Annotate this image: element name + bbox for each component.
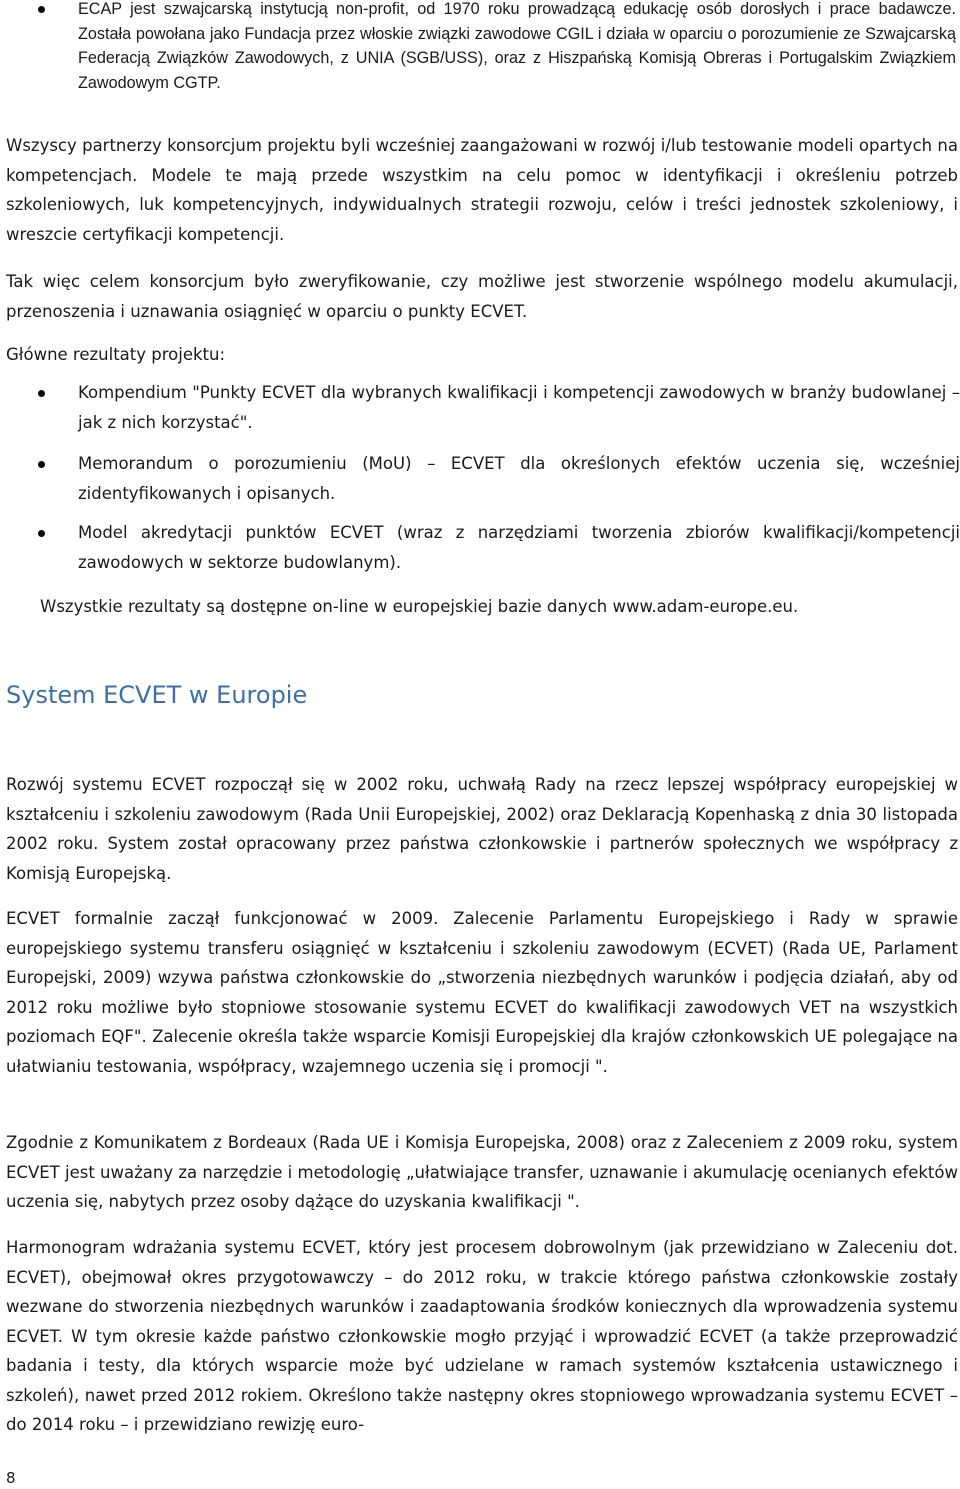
bullet-icon bbox=[38, 461, 45, 468]
results-note: Wszystkie rezultaty są dostępne on-line w europejskiej bazie danych www.adam-europe.eu. bbox=[40, 597, 799, 616]
section-heading: System ECVET w Europie bbox=[6, 681, 308, 709]
goal-paragraph: Tak więc celem konsorcjum było zweryfikowanie, czy możliwe jest stworzenie wspólnego modelu akumulacji, przenoszenia i uznawania osiągnięć w oparciu o punkty ECVET. bbox=[6, 272, 958, 321]
section-paragraph: Harmonogram wdrażania systemu ECVET, który jest procesem dobrowolnym (jak przewidziano w Zaleceniu dot. ECVET), obejmował okres przygotowawczy – do 2012 roku, w trakcie którego państwa członkowskie zostały wezwane do stworzenia niezbędnych warunków i zaadaptowania środków koniecznych dla wprowadzenia systemu ECVET. W tym okresie każde państwo członkowskie mogło przyjąć i wprowadzić ECVET (a także przeprowadzić badania i testy, dla których wsparcie może być udzielane w ramach systemów kształcenia ustawicznego i szkoleń), nawet przed 2012 rokiem. Określono także następny okres stopniowego wprowadzania systemu ECVET – do 2014 roku – i przewidziano rewizję euro- bbox=[6, 1238, 958, 1434]
result-text: Model akredytacji punktów ECVET (wraz z narzędziami tworzenia zbiorów kwalifikacji/kompetencji zawodowych w sektorze budowlanym). bbox=[78, 523, 960, 572]
intro-bullet-text: ECAP jest szwajcarską instytucją non-profit, od 1970 roku prowadzącą edukację osób dorosłych i prace badawcze. Została powołana jako Fundacja przez włoskie związki zawodowe CGIL i działa w oparciu o porozumienie ze Szwajcarską Federacją Związków Zawodowych, z UNIA (SGB/USS), oraz z Hiszpańską Komisją Obreras i Portugalskim Związkiem Zawodowym CGTP. bbox=[78, 0, 956, 92]
result-text: Kompendium "Punkty ECVET dla wybranych kwalifikacji i kompetencji zawodowych w branży budowlanej – jak z nich korzystać". bbox=[78, 383, 960, 432]
page-number: 8 bbox=[6, 1469, 16, 1487]
section-paragraph: Rozwój systemu ECVET rozpoczął się w 2002 roku, uchwałą Rady na rzecz lepszej współpracy europejskiej w kształceniu i szkoleniu zawodowym (Rada Unii Europejskiej, 2002) oraz Deklaracją Kopenhaską z dnia 30 listopada 2002 roku. System został opracowany przez państwa członkowskie i partnerów społecznych we współpracy z Komisją Europejską. bbox=[6, 775, 958, 883]
results-heading: Główne rezultaty projektu: bbox=[6, 345, 226, 364]
result-text: Memorandum o porozumieniu (MoU) – ECVET dla określonych efektów uczenia się, wcześniej zidentyfikowanych i opisanych. bbox=[78, 454, 960, 503]
section-paragraph: ECVET formalnie zaczął funkcjonować w 2009. Zalecenie Parlamentu Europejskiego i Rady w sprawie europejskiego systemu transferu osiągnięć w kształceniu i szkoleniu zawodowym (ECVET) (Rada UE, Parlament Europejski, 2009) wzywa państwa członkowskie do „stworzenia niezbędnych warunków i podjęcia działań, aby od 2012 roku możliwe było stopniowe stosowanie systemu ECVET do kwalifikacji zawodowych VET na wszystkich poziomach EQF". Zalecenie określa także wsparcie Komisji Europejskiej dla krajów członkowskich UE polegające na ułatwianiu testowania, współpracy, wzajemnego uczenia się i promocji ". bbox=[6, 909, 958, 1076]
bullet-icon bbox=[38, 390, 45, 397]
section-paragraph: Zgodnie z Komunikatem z Bordeaux (Rada UE i Komisja Europejska, 2008) oraz z Zaleceniem z 2009 roku, system ECVET jest uważany za narzędzie i metodologię „ułatwiające transfer, uznawanie i akumulację ocenianych efektów uczenia się, nabytych przez osoby dążące do uzyskania kwalifikacji ". bbox=[6, 1133, 958, 1211]
bullet-icon bbox=[38, 6, 45, 13]
partners-paragraph: Wszyscy partnerzy konsorcjum projektu byli wcześniej zaangażowani w rozwój i/lub testowanie modeli opartych na kompetencjach. Modele te mają przede wszystkim na celu pomoc w identyfikacji i określeniu potrzeb szkoleniowych, luk kompetencyjnych, indywidualnych strategii rozwoju, celów i treści jednostek szkoleniowy, i wreszcie certyfikacji kompetencji. bbox=[6, 136, 958, 244]
bullet-icon bbox=[38, 530, 45, 537]
